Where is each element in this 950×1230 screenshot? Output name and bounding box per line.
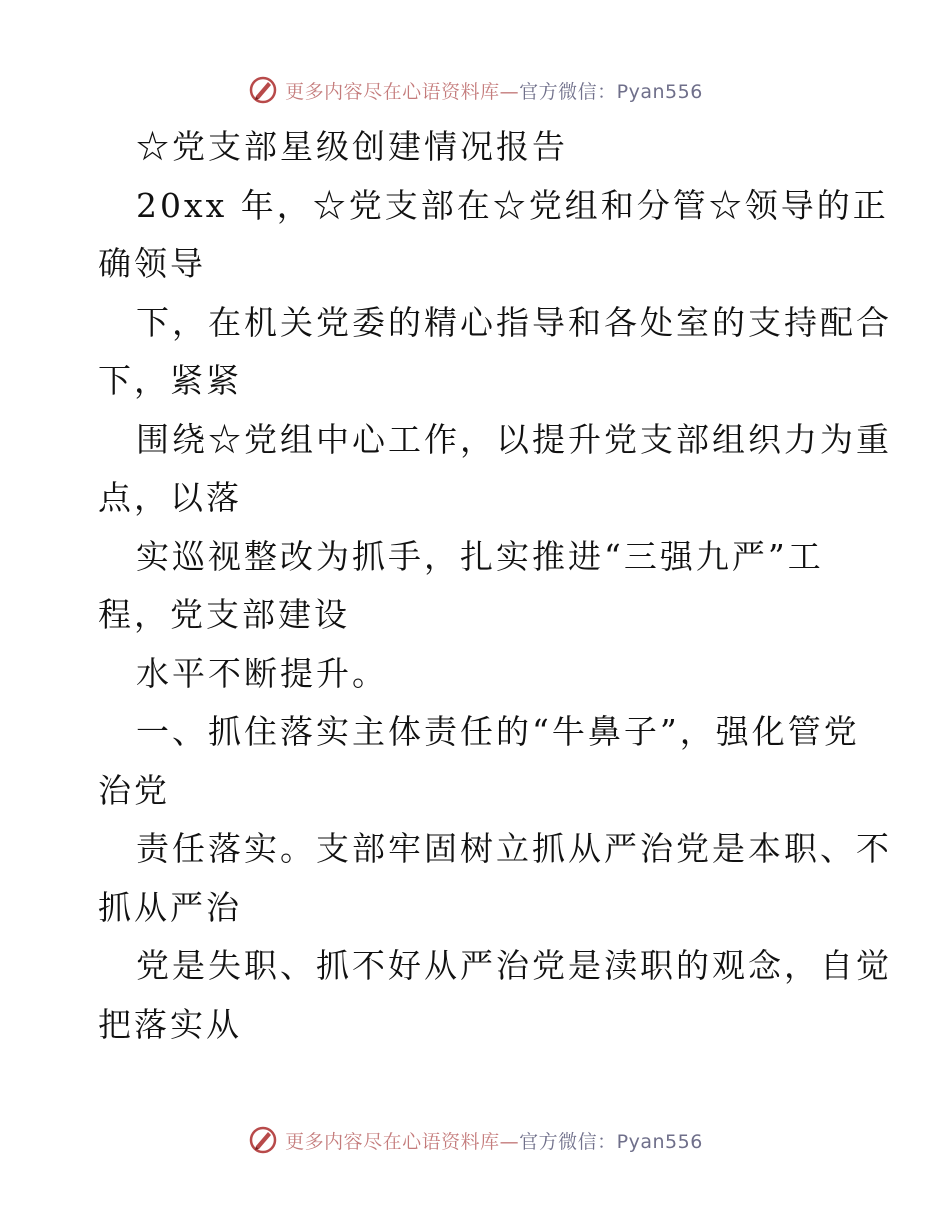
text-line: ☆党支部星级创建情况报告 — [136, 127, 568, 166]
text-line: 水平不断提升。 — [136, 653, 388, 693]
text-line: 下，在机关党委的精心指导和各处室的支持配合 — [136, 302, 892, 342]
text-line: 党是失职、抓不好从严治党是渎职的观念，自觉 — [136, 946, 892, 985]
watermark-brand: 更多内容尽在心语资料库— — [285, 80, 520, 103]
watermark-banner-bottom — [0, 1120, 950, 1160]
text-line: 治党 — [98, 770, 170, 810]
text-line: 一、抓住落实主体责任的“牛鼻子”，强化管党 — [136, 712, 860, 751]
text-line: 责任落实。支部牢固树立抓从严治党是本职、不 — [136, 829, 892, 868]
text-line: 下，紧紧 — [98, 361, 242, 400]
watermark-text — [285, 77, 703, 104]
text-line: 点，以落 — [98, 478, 242, 517]
document-body — [98, 118, 892, 1054]
text-line: 围绕☆党组中心工作，以提升党支部组织力为重 — [136, 419, 892, 459]
text-line: 20xx 年，☆党支部在☆党组和分管☆领导的正 — [136, 185, 889, 225]
pen-logo-icon — [247, 74, 279, 106]
text-line: 抓从严治 — [98, 887, 242, 927]
watermark-text — [285, 1127, 703, 1154]
watermark-wechat: 官方微信：Pyan556 — [519, 80, 703, 103]
text-line: 确领导 — [98, 244, 206, 283]
watermark-wechat: 官方微信：Pyan556 — [519, 1130, 703, 1153]
watermark-brand: 更多内容尽在心语资料库— — [285, 1130, 520, 1153]
watermark-banner-top — [0, 70, 950, 110]
pen-logo-icon — [247, 1124, 279, 1156]
text-line: 把落实从 — [98, 1004, 242, 1044]
text-line: 实巡视整改为抓手，扎实推进“三强九严”工 — [136, 536, 824, 576]
text-line: 程，党支部建设 — [98, 595, 350, 634]
